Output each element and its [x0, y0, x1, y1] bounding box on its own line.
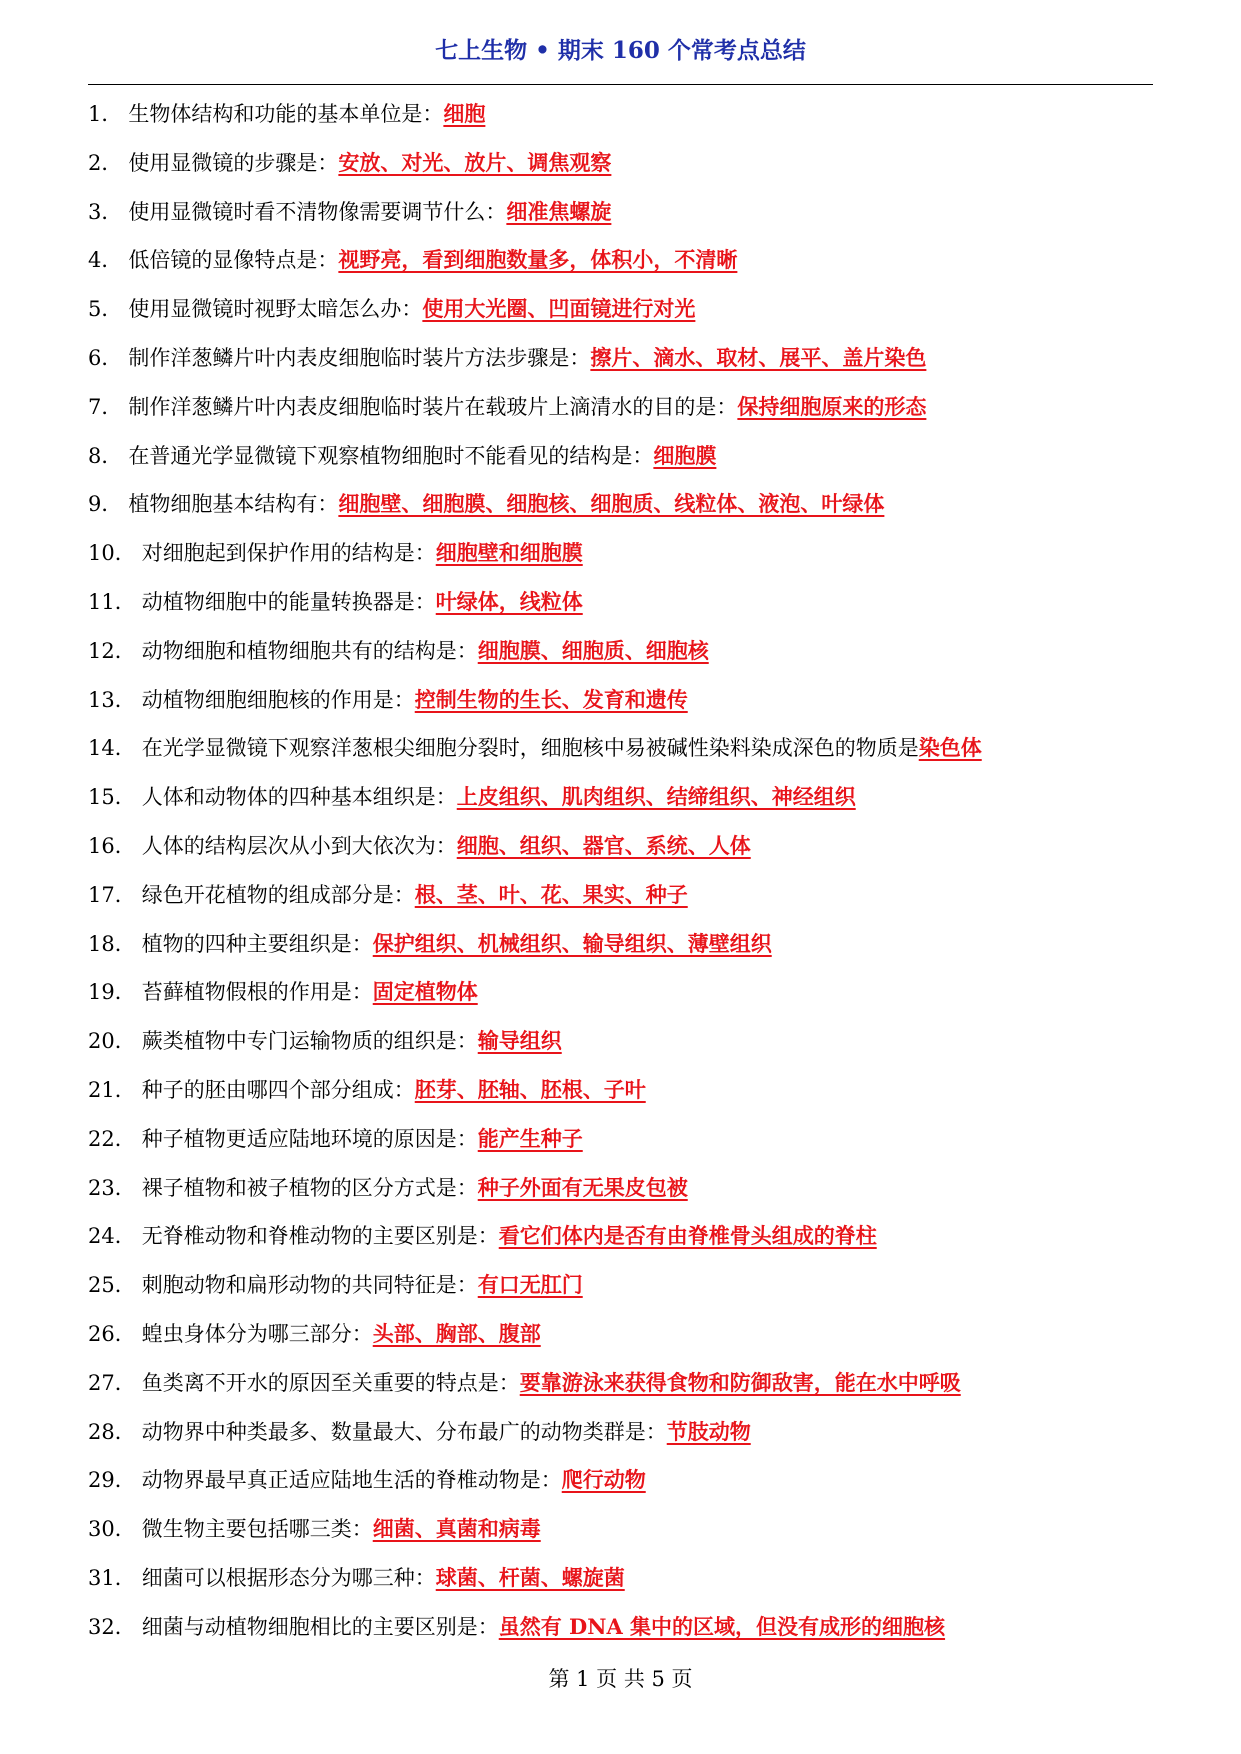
item-answer: 能产生种子 [477, 1125, 583, 1151]
item-question: 绿色开花植物的组成部分是： [141, 882, 415, 907]
list-item [88, 90, 1153, 139]
item-question: 使用显微镜时视野太暗怎么办： [128, 297, 423, 322]
item-number: 15． [88, 785, 136, 810]
item-answer: 细胞 [443, 101, 486, 126]
item-question: 苔藓植物假根的作用是： [141, 980, 373, 1005]
list-item [88, 1456, 1153, 1505]
item-question: 刺胞动物和扁形动物的共同特征是： [141, 1273, 478, 1298]
item-number: 5． [88, 297, 123, 322]
item-question: 动物界最早真正适应陆地生活的脊椎动物是： [141, 1468, 562, 1493]
list-item [88, 1359, 1153, 1408]
qa-list [88, 90, 1153, 1652]
item-answer: 细胞膜、细胞质、细胞核 [477, 637, 709, 663]
item-number: 11． [88, 589, 136, 614]
item-answer: 染色体 [918, 735, 982, 761]
item-answer: 节肢动物 [666, 1418, 751, 1444]
item-number: 6． [88, 345, 123, 370]
item-question: 动植物细胞中的能量转换器是： [141, 589, 436, 614]
item-number: 31． [88, 1565, 136, 1590]
item-answer: 要靠游泳来获得食物和防御敌害，能在水中呼吸 [519, 1369, 961, 1395]
item-answer: 固定植物体 [372, 979, 478, 1005]
list-item [88, 1017, 1153, 1066]
list-item [88, 188, 1153, 237]
list-item [88, 285, 1153, 334]
item-number: 8． [88, 443, 123, 468]
item-answer: 安放、对光、放片、调焦观察 [338, 149, 612, 175]
item-answer: 输导组织 [477, 1028, 562, 1054]
list-item [88, 236, 1153, 285]
item-number: 4． [88, 248, 123, 273]
list-item [88, 822, 1153, 871]
item-number: 10． [88, 541, 136, 566]
item-number: 17． [88, 882, 136, 907]
item-answer: 叶绿体，线粒体 [435, 588, 583, 614]
item-question: 低倍镜的显像特点是： [128, 248, 339, 273]
item-number: 26． [88, 1321, 136, 1346]
list-item [88, 1554, 1153, 1603]
item-question: 无脊椎动物和脊椎动物的主要区别是： [141, 1224, 499, 1249]
list-item [88, 480, 1153, 529]
item-answer: 胚芽、胚轴、胚根、子叶 [414, 1076, 646, 1102]
item-question: 人体和动物体的四种基本组织是： [141, 785, 457, 810]
list-item [88, 1115, 1153, 1164]
item-number: 29． [88, 1468, 136, 1493]
list-item [88, 773, 1153, 822]
item-question: 人体的结构层次从小到大依次为： [141, 833, 457, 858]
item-answer: 球菌、杆菌、螺旋菌 [435, 1564, 625, 1590]
item-question: 使用显微镜时看不清物像需要调节什么： [128, 199, 507, 224]
item-answer: 细胞、组织、器官、系统、人体 [456, 832, 751, 858]
item-question: 蝗虫身体分为哪三部分： [141, 1321, 373, 1346]
item-question: 动植物细胞细胞核的作用是： [141, 687, 415, 712]
item-answer: 保持细胞原来的形态 [737, 393, 927, 419]
document-title: 七上生物 • 期末 160 个常考点总结 [435, 37, 806, 64]
item-answer: 使用大光圈、凹面镜进行对光 [422, 296, 696, 322]
item-number: 3． [88, 199, 123, 224]
list-item [88, 871, 1153, 920]
item-answer: 头部、胸部、腹部 [372, 1320, 541, 1346]
item-question: 微生物主要包括哪三类： [141, 1517, 373, 1542]
item-answer: 保护组织、机械组织、输导组织、薄壁组织 [372, 930, 772, 956]
item-number: 19． [88, 980, 136, 1005]
list-item [88, 383, 1153, 432]
item-question: 制作洋葱鳞片叶内表皮细胞临时装片在载玻片上滴清水的目的是： [128, 394, 738, 419]
item-answer: 有口无肛门 [477, 1272, 583, 1298]
list-item [88, 1603, 1153, 1652]
list-item [88, 724, 1153, 773]
item-answer: 擦片、滴水、取材、展平、盖片染色 [590, 344, 927, 370]
item-question: 种子植物更适应陆地环境的原因是： [141, 1126, 478, 1151]
list-item [88, 1310, 1153, 1359]
item-question: 在普通光学显微镜下观察植物细胞时不能看见的结构是： [128, 443, 654, 468]
item-question: 种子的胚由哪四个部分组成： [141, 1077, 415, 1102]
item-number: 18． [88, 931, 136, 956]
list-item [88, 920, 1153, 969]
item-question: 细菌与动植物细胞相比的主要区别是： [141, 1614, 499, 1639]
item-question: 使用显微镜的步骤是： [128, 150, 339, 175]
item-answer: 种子外面有无果皮包被 [477, 1174, 688, 1200]
item-question: 生物体结构和功能的基本单位是： [128, 102, 444, 126]
item-question: 制作洋葱鳞片叶内表皮细胞临时装片方法步骤是： [128, 345, 591, 370]
list-item [88, 529, 1153, 578]
item-question: 植物细胞基本结构有： [128, 492, 339, 517]
item-number: 12． [88, 638, 136, 663]
item-answer: 细胞壁和细胞膜 [435, 540, 583, 566]
item-number: 14． [88, 736, 136, 761]
item-number: 32． [88, 1614, 136, 1639]
item-answer: 视野亮，看到细胞数量多，体积小，不清晰 [338, 247, 738, 273]
list-item [88, 578, 1153, 627]
item-question: 对细胞起到保护作用的结构是： [141, 541, 436, 566]
list-item [88, 627, 1153, 676]
item-number: 20． [88, 1029, 136, 1054]
item-answer: 细准焦螺旋 [506, 198, 612, 224]
list-item [88, 1164, 1153, 1213]
item-answer: 看它们体内是否有由脊椎骨头组成的脊柱 [498, 1223, 877, 1249]
item-question: 蕨类植物中专门运输物质的组织是： [141, 1029, 478, 1054]
item-answer: 细胞壁、细胞膜、细胞核、细胞质、线粒体、液泡、叶绿体 [338, 491, 885, 517]
list-item [88, 676, 1153, 725]
item-answer: 细胞膜 [653, 442, 717, 468]
list-item [88, 968, 1153, 1017]
list-item [88, 1261, 1153, 1310]
item-number: 13． [88, 687, 136, 712]
item-number: 9． [88, 492, 123, 517]
item-question: 植物的四种主要组织是： [141, 931, 373, 956]
item-question: 裸子植物和被子植物的区分方式是： [141, 1175, 478, 1200]
page-footer: 第 1 页 共 5 页 [548, 1667, 693, 1691]
item-number: 22． [88, 1126, 136, 1151]
item-question: 细菌可以根据形态分为哪三种： [141, 1565, 436, 1590]
item-answer: 细菌、真菌和病毒 [372, 1516, 541, 1542]
list-item [88, 1505, 1153, 1554]
item-question: 动物界中种类最多、数量最大、分布最广的动物类群是： [141, 1419, 667, 1444]
list-item [88, 139, 1153, 188]
item-answer: 爬行动物 [561, 1467, 646, 1493]
item-answer: 根、茎、叶、花、果实、种子 [414, 881, 688, 907]
list-item [88, 1408, 1153, 1457]
item-number: 16． [88, 833, 136, 858]
item-number: 1． [88, 102, 123, 126]
item-number: 25． [88, 1273, 136, 1298]
item-number: 24． [88, 1224, 136, 1249]
list-item [88, 1212, 1153, 1261]
item-answer: 上皮组织、肌肉组织、结缔组织、神经组织 [456, 784, 856, 810]
item-number: 23． [88, 1175, 136, 1200]
item-question: 鱼类离不开水的原因至关重要的特点是： [141, 1370, 520, 1395]
item-number: 27． [88, 1370, 136, 1395]
item-answer: 控制生物的生长、发育和遗传 [414, 686, 688, 712]
item-question: 动物细胞和植物细胞共有的结构是： [141, 638, 478, 663]
item-number: 28． [88, 1419, 136, 1444]
item-number: 21． [88, 1077, 136, 1102]
list-item [88, 432, 1153, 481]
item-question: 在光学显微镜下观察洋葱根尖细胞分裂时，细胞核中易被碱性染料染成深色的物质是 [141, 736, 919, 761]
page-header [88, 36, 1153, 85]
item-number: 30． [88, 1517, 136, 1542]
item-number: 7． [88, 394, 123, 419]
list-item [88, 334, 1153, 383]
item-answer: 虽然有 DNA 集中的区域，但没有成形的细胞核 [498, 1613, 946, 1639]
item-number: 2． [88, 150, 123, 175]
list-item [88, 1066, 1153, 1115]
